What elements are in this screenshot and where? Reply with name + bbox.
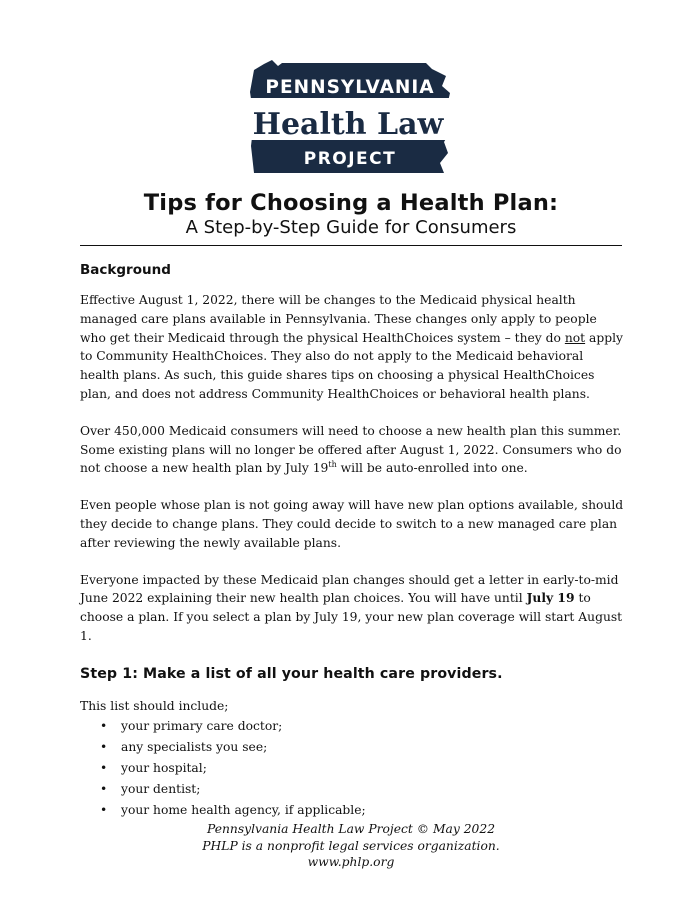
provider-list-intro: This list should include; <box>80 698 229 713</box>
step-1-heading: Step 1: Make a list of all your health care providers. <box>80 665 503 682</box>
background-paragraph-1: Effective August 1, 2022, there will be changes to the Medicaid physical health managed care plans available in Pennsylvania. These changes only apply to people who get their Medicaid through the physical HealthChoices system – they do not apply to Community HealthChoices. They also do not apply to the Medicaid behavioral health plans. As such, this guide shares tips on choosing a physical HealthChoices plan, and does not address Community HealthChoices or behavioral health plans. <box>80 293 623 401</box>
emphasis-not: not <box>564 330 586 345</box>
logo <box>248 60 452 176</box>
logo-line-project: PROJECT <box>303 149 397 169</box>
bullet-icon: • <box>100 739 108 754</box>
bullet-icon: • <box>100 718 108 733</box>
logo-line-pennsylvania: PENNSYLVANIA <box>265 77 435 98</box>
document-body <box>80 262 625 821</box>
bullet-icon: • <box>100 760 108 775</box>
list-item: • your dentist; <box>80 779 625 800</box>
document-subtitle: A Step-by-Step Guide for Consumers <box>185 217 517 238</box>
provider-list <box>80 716 625 821</box>
background-heading: Background <box>80 262 171 278</box>
page-footer <box>80 821 622 871</box>
pennsylvania-state-shape-icon <box>248 60 452 176</box>
list-item: • any specialists you see; <box>80 737 625 758</box>
bullet-icon: • <box>100 802 108 817</box>
footer-copyright: Pennsylvania Health Law Project © May 2022 <box>206 822 496 836</box>
logo-line-health-law: Health Law <box>252 107 444 142</box>
list-item: • your home health agency, if applicable; <box>80 800 625 821</box>
background-paragraph-2: Over 450,000 Medicaid consumers will need to choose a new health plan this summer. Some existing plans will no longer be offered after August 1, 2022. Consumers who do not choose a new health plan by July 19th will be auto-enrolled into one. <box>80 423 622 476</box>
background-paragraph-3: Even people whose plan is not going away will have new plan options available, should they decide to change plans. They could decide to switch to a new managed care plan after reviewing the newly available plans. <box>80 498 624 550</box>
list-item: • your primary care doctor; <box>80 716 625 737</box>
footer-website-link[interactable]: www.phlp.org <box>307 855 395 869</box>
list-item: • your hospital; <box>80 758 625 779</box>
background-paragraph-4: Everyone impacted by these Medicaid plan changes should get a letter in early-to-mid June 2022 explaining their new health plan choices. You will have until July 19 to choose a plan. If you select a plan by July 19, your new plan coverage will start August 1. <box>80 572 623 643</box>
footer-org-description: PHLP is a nonprofit legal services organization. <box>202 838 500 853</box>
document-title: Tips for Choosing a Health Plan: <box>143 190 559 216</box>
bullet-icon: • <box>100 781 108 796</box>
title-divider <box>80 245 622 246</box>
deadline-july-19: July 19 <box>526 590 575 606</box>
document-header <box>80 190 622 240</box>
